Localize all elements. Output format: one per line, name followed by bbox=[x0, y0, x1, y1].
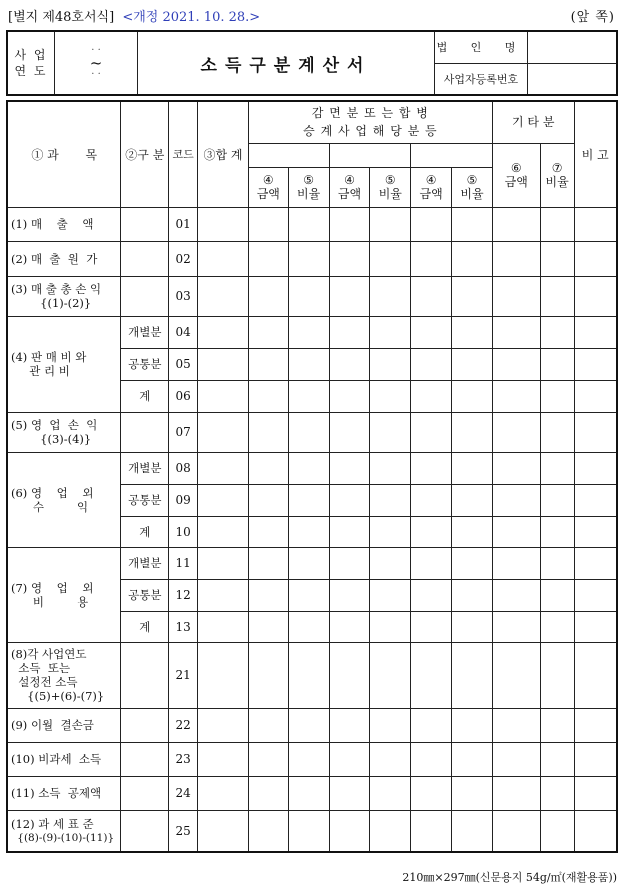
row-item-tax-base: (12) 과 세 표 준 {(8)-(9)-(10)-(11)} bbox=[7, 810, 121, 852]
form-header-table bbox=[6, 30, 618, 96]
input-cell[interactable] bbox=[248, 316, 288, 348]
input-cell[interactable] bbox=[411, 611, 452, 642]
input-cell[interactable] bbox=[452, 452, 493, 484]
input-cell[interactable] bbox=[288, 776, 329, 810]
input-cell[interactable] bbox=[198, 516, 249, 547]
input-cell[interactable] bbox=[492, 452, 540, 484]
input-cell[interactable] bbox=[492, 316, 540, 348]
input-cell[interactable] bbox=[411, 516, 452, 547]
input-cell[interactable] bbox=[248, 642, 288, 708]
row-kind: 개별분 bbox=[121, 452, 169, 484]
input-cell[interactable] bbox=[329, 412, 370, 452]
input-cell[interactable] bbox=[411, 547, 452, 579]
input-cell[interactable] bbox=[248, 207, 288, 241]
input-cell[interactable] bbox=[198, 207, 249, 241]
table-row bbox=[7, 810, 617, 852]
row-kind: 공통분 bbox=[121, 579, 169, 611]
input-cell[interactable] bbox=[288, 642, 329, 708]
input-cell[interactable] bbox=[492, 708, 540, 742]
row-code: 21 bbox=[169, 642, 198, 708]
input-cell[interactable] bbox=[248, 452, 288, 484]
input-cell[interactable] bbox=[370, 547, 411, 579]
input-cell[interactable] bbox=[452, 776, 493, 810]
row-code: 13 bbox=[169, 611, 198, 642]
input-cell[interactable] bbox=[452, 276, 493, 316]
input-cell[interactable] bbox=[540, 316, 574, 348]
input-cell[interactable] bbox=[288, 810, 329, 852]
input-cell[interactable] bbox=[574, 207, 617, 241]
input-cell[interactable] bbox=[540, 484, 574, 516]
input-cell[interactable] bbox=[329, 241, 370, 276]
table-row bbox=[7, 316, 617, 348]
row-kind: 공통분 bbox=[121, 484, 169, 516]
input-cell[interactable] bbox=[248, 776, 288, 810]
input-cell[interactable] bbox=[411, 579, 452, 611]
input-cell[interactable] bbox=[452, 484, 493, 516]
row-item-nontaxable-income: (10) 비과세 소득 bbox=[7, 742, 121, 776]
input-cell[interactable] bbox=[452, 380, 493, 412]
kind-cell bbox=[121, 412, 169, 452]
input-cell[interactable] bbox=[452, 547, 493, 579]
input-cell[interactable] bbox=[198, 484, 249, 516]
table-row bbox=[7, 207, 617, 241]
row-item-non-operating-expense: (7) 영 업 외 비 용 bbox=[7, 547, 121, 642]
input-cell[interactable] bbox=[288, 484, 329, 516]
fiscal-year-label: 사 업 연 도 bbox=[7, 31, 55, 95]
input-cell[interactable] bbox=[248, 708, 288, 742]
input-cell[interactable] bbox=[198, 810, 249, 852]
row-item-gross-profit: (3) 매 출 총 손 익 {(1)-(2)} bbox=[7, 276, 121, 316]
input-cell[interactable] bbox=[411, 276, 452, 316]
col-header-kind: ②구 분 bbox=[121, 101, 169, 207]
input-cell[interactable] bbox=[540, 276, 574, 316]
input-cell[interactable] bbox=[248, 810, 288, 852]
input-cell[interactable] bbox=[248, 276, 288, 316]
row-item-operating-profit: (5) 영 업 손 익 {(3)-(4)} bbox=[7, 412, 121, 452]
input-cell[interactable] bbox=[198, 579, 249, 611]
input-cell[interactable] bbox=[198, 452, 249, 484]
col-header-merge-group: 감 면 분 또 는 합 병 승 계 사 업 해 당 분 등 bbox=[248, 101, 492, 143]
input-cell[interactable] bbox=[540, 207, 574, 241]
table-row bbox=[7, 276, 617, 316]
input-cell[interactable] bbox=[574, 579, 617, 611]
input-cell[interactable] bbox=[574, 547, 617, 579]
kind-cell bbox=[121, 207, 169, 241]
input-cell[interactable] bbox=[574, 380, 617, 412]
biz-reg-label: 사업자등록번호 bbox=[435, 63, 528, 95]
col-header-item: ① 과 목 bbox=[7, 101, 121, 207]
input-cell[interactable] bbox=[492, 611, 540, 642]
input-cell[interactable] bbox=[492, 412, 540, 452]
input-cell[interactable] bbox=[329, 348, 370, 380]
year-start-dots: · · bbox=[91, 45, 101, 56]
input-cell[interactable] bbox=[574, 611, 617, 642]
input-cell[interactable] bbox=[198, 276, 249, 316]
input-cell[interactable] bbox=[198, 708, 249, 742]
row-item-income-deduction: (11) 소득 공제액 bbox=[7, 776, 121, 810]
input-cell[interactable] bbox=[370, 810, 411, 852]
input-cell[interactable] bbox=[411, 776, 452, 810]
table-row bbox=[7, 708, 617, 742]
col-header-ratio-3: ⑤ 비율 bbox=[452, 167, 493, 207]
merge-business-1-field[interactable] bbox=[248, 143, 329, 167]
kind-cell bbox=[121, 810, 169, 852]
biz-reg-field[interactable] bbox=[528, 63, 618, 95]
input-cell[interactable] bbox=[248, 742, 288, 776]
input-cell[interactable] bbox=[452, 316, 493, 348]
input-cell[interactable] bbox=[540, 348, 574, 380]
input-cell[interactable] bbox=[248, 241, 288, 276]
input-cell[interactable] bbox=[288, 708, 329, 742]
input-cell[interactable] bbox=[452, 742, 493, 776]
col-header-amount-1: ④ 금액 bbox=[248, 167, 288, 207]
row-code: 05 bbox=[169, 348, 198, 380]
input-cell[interactable] bbox=[370, 611, 411, 642]
input-cell[interactable] bbox=[198, 611, 249, 642]
input-cell[interactable] bbox=[452, 241, 493, 276]
input-cell[interactable] bbox=[540, 776, 574, 810]
kind-cell bbox=[121, 241, 169, 276]
input-cell[interactable] bbox=[329, 380, 370, 412]
input-cell[interactable] bbox=[452, 708, 493, 742]
input-cell[interactable] bbox=[540, 380, 574, 412]
input-cell[interactable] bbox=[540, 642, 574, 708]
table-row bbox=[7, 776, 617, 810]
input-cell[interactable] bbox=[288, 276, 329, 316]
input-cell[interactable] bbox=[329, 810, 370, 852]
form-id-line bbox=[8, 6, 260, 25]
fiscal-year-field[interactable] bbox=[55, 31, 138, 95]
input-cell[interactable] bbox=[370, 380, 411, 412]
input-cell[interactable] bbox=[370, 348, 411, 380]
row-code: 08 bbox=[169, 452, 198, 484]
row-code: 02 bbox=[169, 241, 198, 276]
row-kind: 개별분 bbox=[121, 547, 169, 579]
input-cell[interactable] bbox=[288, 412, 329, 452]
input-cell[interactable] bbox=[198, 316, 249, 348]
input-cell[interactable] bbox=[288, 207, 329, 241]
input-cell[interactable] bbox=[411, 348, 452, 380]
corp-name-field[interactable] bbox=[528, 31, 618, 63]
input-cell[interactable] bbox=[574, 452, 617, 484]
input-cell[interactable] bbox=[492, 642, 540, 708]
input-cell[interactable] bbox=[540, 241, 574, 276]
col-header-other-amount: ⑥ 금액 bbox=[492, 143, 540, 207]
input-cell[interactable] bbox=[248, 611, 288, 642]
input-cell[interactable] bbox=[492, 207, 540, 241]
input-cell[interactable] bbox=[248, 380, 288, 412]
input-cell[interactable] bbox=[540, 452, 574, 484]
input-cell[interactable] bbox=[370, 316, 411, 348]
input-cell[interactable] bbox=[198, 380, 249, 412]
input-cell[interactable] bbox=[198, 547, 249, 579]
input-cell[interactable] bbox=[574, 348, 617, 380]
input-cell[interactable] bbox=[329, 316, 370, 348]
input-cell[interactable] bbox=[248, 516, 288, 547]
row-item-non-operating-income: (6) 영 업 외 수 익 bbox=[7, 452, 121, 547]
input-cell[interactable] bbox=[452, 207, 493, 241]
input-cell[interactable] bbox=[329, 776, 370, 810]
input-cell[interactable] bbox=[574, 742, 617, 776]
kind-cell bbox=[121, 776, 169, 810]
input-cell[interactable] bbox=[370, 276, 411, 316]
input-cell[interactable] bbox=[329, 207, 370, 241]
input-cell[interactable] bbox=[540, 516, 574, 547]
input-cell[interactable] bbox=[288, 348, 329, 380]
table-row bbox=[7, 452, 617, 484]
table-row bbox=[7, 412, 617, 452]
input-cell[interactable] bbox=[288, 380, 329, 412]
input-cell[interactable] bbox=[492, 776, 540, 810]
input-cell[interactable] bbox=[540, 810, 574, 852]
input-cell[interactable] bbox=[574, 276, 617, 316]
row-kind: 공통분 bbox=[121, 348, 169, 380]
row-item-sga: (4) 판 매 비 와 관 리 비 bbox=[7, 316, 121, 412]
row-kind: 계 bbox=[121, 516, 169, 547]
col-header-amount-2: ④ 금액 bbox=[329, 167, 370, 207]
input-cell[interactable] bbox=[411, 241, 452, 276]
merge-business-3-field[interactable] bbox=[411, 143, 493, 167]
input-cell[interactable] bbox=[198, 241, 249, 276]
row-code: 04 bbox=[169, 316, 198, 348]
input-cell[interactable] bbox=[370, 241, 411, 276]
input-cell[interactable] bbox=[540, 708, 574, 742]
input-cell[interactable] bbox=[198, 348, 249, 380]
kind-cell bbox=[121, 742, 169, 776]
input-cell[interactable] bbox=[329, 642, 370, 708]
input-cell[interactable] bbox=[452, 412, 493, 452]
input-cell[interactable] bbox=[329, 579, 370, 611]
table-row bbox=[7, 241, 617, 276]
input-cell[interactable] bbox=[329, 708, 370, 742]
row-code: 09 bbox=[169, 484, 198, 516]
input-cell[interactable] bbox=[370, 207, 411, 241]
input-cell[interactable] bbox=[288, 241, 329, 276]
kind-cell bbox=[121, 708, 169, 742]
input-cell[interactable] bbox=[492, 742, 540, 776]
input-cell[interactable] bbox=[452, 611, 493, 642]
input-cell[interactable] bbox=[329, 516, 370, 547]
input-cell[interactable] bbox=[288, 316, 329, 348]
input-cell[interactable] bbox=[198, 776, 249, 810]
revision-date: <개정 2021. 10. 28.> bbox=[122, 10, 261, 25]
input-cell[interactable] bbox=[248, 412, 288, 452]
input-cell[interactable] bbox=[329, 611, 370, 642]
input-cell[interactable] bbox=[574, 241, 617, 276]
input-cell[interactable] bbox=[370, 642, 411, 708]
input-cell[interactable] bbox=[492, 484, 540, 516]
input-cell[interactable] bbox=[574, 516, 617, 547]
row-code: 01 bbox=[169, 207, 198, 241]
table-row bbox=[7, 642, 617, 708]
col-header-ratio-2: ⑤ 비율 bbox=[370, 167, 411, 207]
input-cell[interactable] bbox=[411, 810, 452, 852]
row-item-sales: (1) 매 출 액 bbox=[7, 207, 121, 241]
input-cell[interactable] bbox=[329, 484, 370, 516]
col-header-other-ratio: ⑦ 비율 bbox=[540, 143, 574, 207]
row-code: 10 bbox=[169, 516, 198, 547]
input-cell[interactable] bbox=[540, 611, 574, 642]
paper-spec-footer: 210㎜×297㎜(신문용지 54g/㎡(재활용품)) bbox=[402, 871, 617, 884]
input-cell[interactable] bbox=[492, 276, 540, 316]
input-cell[interactable] bbox=[411, 742, 452, 776]
col-header-code: 코드 bbox=[169, 101, 198, 207]
input-cell[interactable] bbox=[574, 776, 617, 810]
income-classification-table bbox=[6, 100, 618, 853]
input-cell[interactable] bbox=[411, 380, 452, 412]
row-code: 07 bbox=[169, 412, 198, 452]
input-cell[interactable] bbox=[492, 348, 540, 380]
input-cell[interactable] bbox=[411, 642, 452, 708]
row-code: 22 bbox=[169, 708, 198, 742]
input-cell[interactable] bbox=[452, 579, 493, 611]
corp-name-label: 법 인 명 bbox=[435, 31, 528, 63]
input-cell[interactable] bbox=[288, 579, 329, 611]
col-header-note: 비 고 bbox=[574, 101, 617, 207]
merge-business-2-field[interactable] bbox=[329, 143, 411, 167]
input-cell[interactable] bbox=[288, 611, 329, 642]
kind-cell bbox=[121, 642, 169, 708]
input-cell[interactable] bbox=[492, 810, 540, 852]
input-cell[interactable] bbox=[329, 742, 370, 776]
input-cell[interactable] bbox=[370, 776, 411, 810]
table-row bbox=[7, 547, 617, 579]
row-item-cost-of-sales: (2) 매 출 원 가 bbox=[7, 241, 121, 276]
input-cell[interactable] bbox=[452, 810, 493, 852]
input-cell[interactable] bbox=[288, 452, 329, 484]
input-cell[interactable] bbox=[329, 452, 370, 484]
input-cell[interactable] bbox=[492, 547, 540, 579]
page-title: 소득구분계산서 bbox=[138, 31, 435, 95]
page-side: (앞 쪽) bbox=[570, 10, 615, 25]
input-cell[interactable] bbox=[370, 579, 411, 611]
input-cell[interactable] bbox=[248, 348, 288, 380]
row-code: 12 bbox=[169, 579, 198, 611]
input-cell[interactable] bbox=[574, 708, 617, 742]
input-cell[interactable] bbox=[492, 380, 540, 412]
input-cell[interactable] bbox=[574, 484, 617, 516]
row-kind: 계 bbox=[121, 611, 169, 642]
year-end-dots: · · bbox=[91, 69, 101, 80]
row-kind: 개별분 bbox=[121, 316, 169, 348]
input-cell[interactable] bbox=[540, 579, 574, 611]
input-cell[interactable] bbox=[574, 810, 617, 852]
row-code: 25 bbox=[169, 810, 198, 852]
input-cell[interactable] bbox=[248, 484, 288, 516]
row-code: 23 bbox=[169, 742, 198, 776]
row-code: 11 bbox=[169, 547, 198, 579]
row-code: 06 bbox=[169, 380, 198, 412]
table-row bbox=[7, 742, 617, 776]
col-header-amount-3: ④ 금액 bbox=[411, 167, 452, 207]
row-code: 24 bbox=[169, 776, 198, 810]
input-cell[interactable] bbox=[411, 484, 452, 516]
year-tilde: ~ bbox=[89, 54, 103, 72]
input-cell[interactable] bbox=[370, 708, 411, 742]
col-header-ratio-1: ⑤ 비율 bbox=[288, 167, 329, 207]
input-cell[interactable] bbox=[492, 241, 540, 276]
row-item-income-before: (8)각 사업연도 소득 또는 설정전 소득 {(5)+(6)-(7)} bbox=[7, 642, 121, 708]
input-cell[interactable] bbox=[370, 412, 411, 452]
input-cell[interactable] bbox=[452, 516, 493, 547]
input-cell[interactable] bbox=[492, 579, 540, 611]
input-cell[interactable] bbox=[370, 484, 411, 516]
input-cell[interactable] bbox=[288, 547, 329, 579]
input-cell[interactable] bbox=[370, 742, 411, 776]
row-kind: 계 bbox=[121, 380, 169, 412]
input-cell[interactable] bbox=[574, 642, 617, 708]
input-cell[interactable] bbox=[540, 412, 574, 452]
form-id: [별지 제48호서식] bbox=[8, 10, 115, 25]
col-header-total: ③합 계 bbox=[198, 101, 249, 207]
input-cell[interactable] bbox=[288, 742, 329, 776]
input-cell[interactable] bbox=[198, 642, 249, 708]
input-cell[interactable] bbox=[540, 742, 574, 776]
input-cell[interactable] bbox=[411, 207, 452, 241]
input-cell[interactable] bbox=[574, 316, 617, 348]
input-cell[interactable] bbox=[411, 316, 452, 348]
input-cell[interactable] bbox=[411, 412, 452, 452]
input-cell[interactable] bbox=[452, 348, 493, 380]
input-cell[interactable] bbox=[452, 642, 493, 708]
row-code: 03 bbox=[169, 276, 198, 316]
col-header-other-group: 기 타 분 bbox=[492, 101, 574, 143]
row-item-loss-carryforward: (9) 이월 결손금 bbox=[7, 708, 121, 742]
input-cell[interactable] bbox=[329, 276, 370, 316]
input-cell[interactable] bbox=[198, 742, 249, 776]
input-cell[interactable] bbox=[540, 547, 574, 579]
input-cell[interactable] bbox=[411, 708, 452, 742]
kind-cell bbox=[121, 276, 169, 316]
input-cell[interactable] bbox=[574, 412, 617, 452]
input-cell[interactable] bbox=[492, 516, 540, 547]
input-cell[interactable] bbox=[370, 516, 411, 547]
input-cell[interactable] bbox=[248, 547, 288, 579]
input-cell[interactable] bbox=[411, 452, 452, 484]
input-cell[interactable] bbox=[198, 412, 249, 452]
input-cell[interactable] bbox=[329, 547, 370, 579]
input-cell[interactable] bbox=[248, 579, 288, 611]
input-cell[interactable] bbox=[370, 452, 411, 484]
input-cell[interactable] bbox=[288, 516, 329, 547]
